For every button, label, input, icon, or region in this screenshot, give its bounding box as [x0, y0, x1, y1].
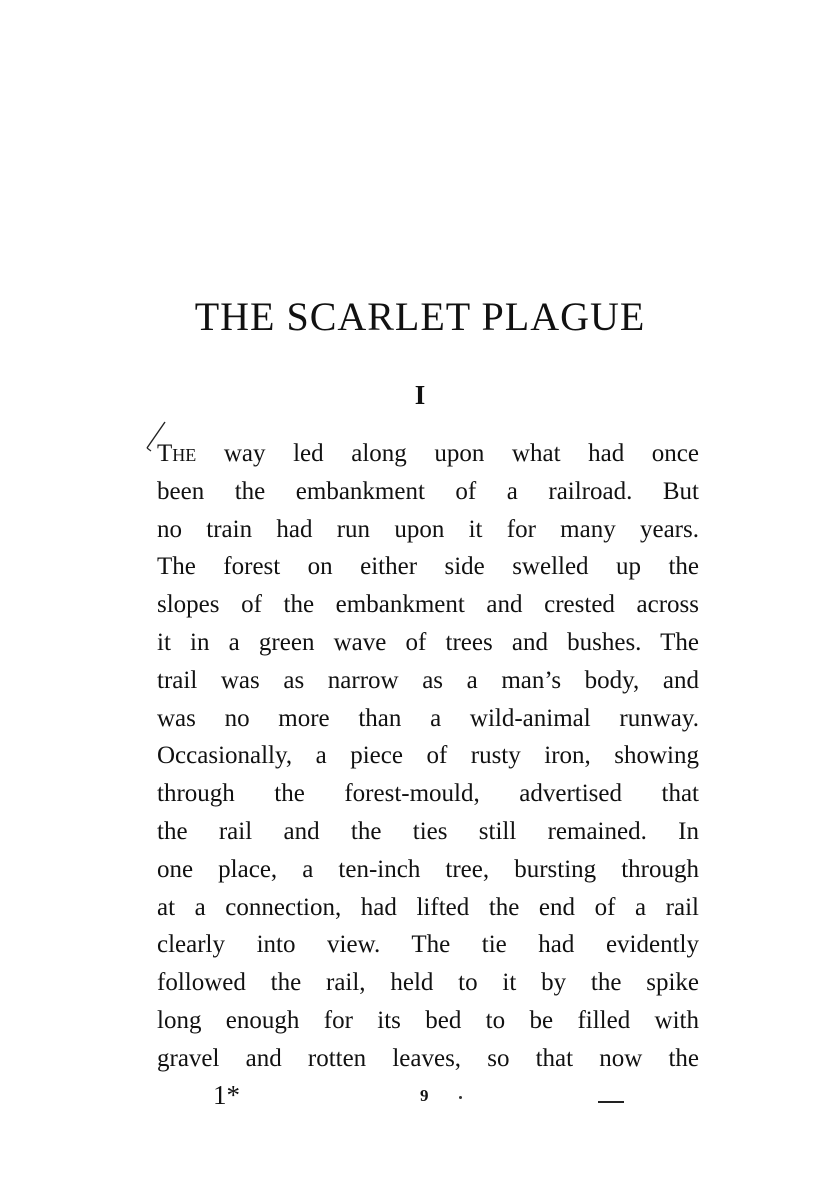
- text-line: no train had run upon it for many years.: [157, 515, 699, 543]
- text-line: Occasionally, a piece of rusty iron, showing: [157, 742, 699, 770]
- page-footer: [0, 1080, 840, 1120]
- body-paragraph: [157, 435, 699, 1078]
- drop-word: The: [157, 440, 197, 467]
- text-line: it in a green wave of trees and bushes. The: [157, 628, 699, 656]
- signature-mark: 1*: [213, 1080, 240, 1110]
- text-line: been the embankment of a railroad. But: [157, 477, 699, 505]
- text-line: through the forest-mould, advertised that: [157, 780, 699, 808]
- text-line: was no more than a wild-animal runway.: [157, 704, 699, 732]
- text-line: long enough for its bed to be filled with: [157, 1006, 699, 1034]
- text-line: The forest on either side swelled up the: [157, 553, 699, 581]
- text-line: The way led along upon what had once: [157, 440, 699, 467]
- text-line: one place, a ten-inch tree, bursting through: [157, 855, 699, 883]
- book-title: THE SCARLET PLAGUE: [194, 294, 646, 339]
- text-line: clearly into view. The tie had evidently: [157, 931, 699, 959]
- page-number: 9: [420, 1086, 429, 1105]
- text-line: slopes of the embankment and crested across: [157, 591, 699, 619]
- text-line: the rail and the ties still remained. In: [157, 817, 699, 845]
- text-line: at a connection, had lifted the end of a rail: [157, 893, 699, 921]
- dash-mark: [598, 1101, 624, 1103]
- text-line: followed the rail, held to it by the spike: [157, 969, 699, 997]
- text-line: gravel and rotten leaves, so that now the: [157, 1044, 699, 1072]
- ink-speck: [459, 1096, 462, 1099]
- chapter-number: I: [414, 380, 426, 410]
- text-line: trail was as narrow as a man’s body, and: [157, 666, 699, 694]
